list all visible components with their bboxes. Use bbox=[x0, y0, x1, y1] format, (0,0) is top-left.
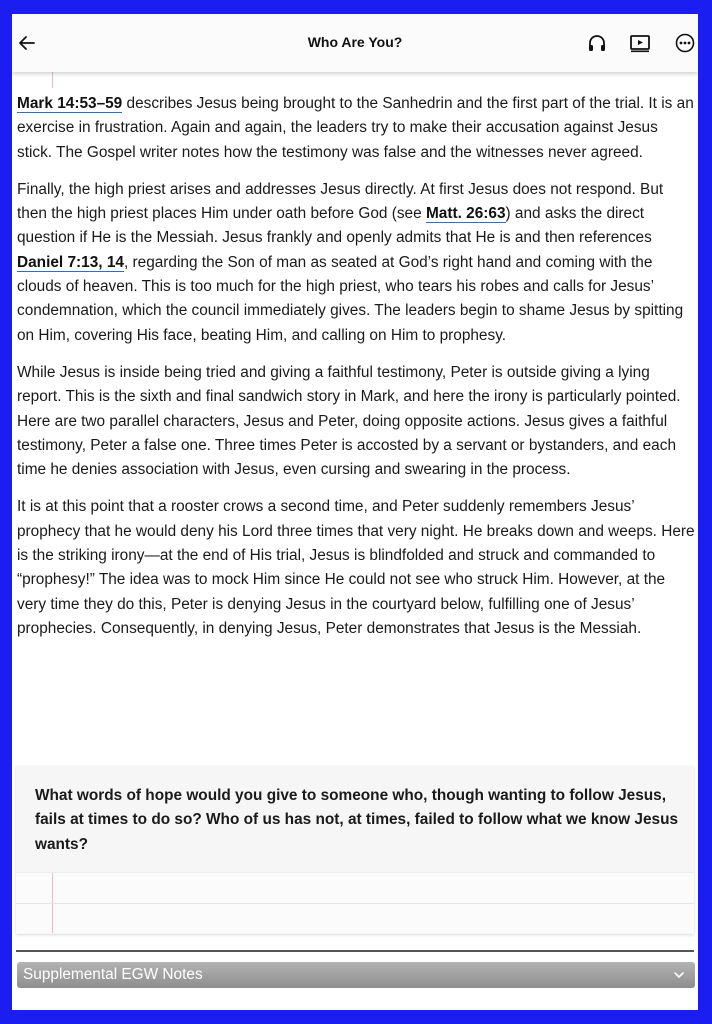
more-options-icon[interactable] bbox=[674, 32, 696, 54]
scripture-link-daniel[interactable]: Daniel 7:13, 14 bbox=[17, 253, 124, 271]
answer-input[interactable] bbox=[16, 872, 694, 933]
discussion-question: What words of hope would you give to someone who, though wanting to follow Jesus, fails at times to do so? Who of us has not, at times, failed to follow what we know Jesus wants? bbox=[35, 787, 679, 853]
notebook-margin-line bbox=[52, 72, 53, 88]
lesson-content bbox=[17, 92, 695, 654]
video-play-icon[interactable] bbox=[629, 32, 651, 54]
paragraph-4: It is at this point that a rooster crows a second time, and Peter suddenly remembers Jesus’ prophecy that he would deny his Lord three times that very night. He breaks down and weeps. Here is the striking irony—at the end of His trial, Jesus is blindfolded and struck and commanded to “prophesy!” The idea was to mock Him since He could not see who struck Him. However, at the very time they do this, Peter is denying Jesus in the courtyard below, fulfilling one of Jesus’ prophecies. Consequently, in denying Jesus, Peter demonstrates that Jesus is the Messiah. bbox=[17, 498, 695, 637]
paragraph-1 bbox=[17, 92, 695, 165]
paragraph-3: While Jesus is inside being tried and giving a faithful testimony, Peter is outside giving a lying report. This is the sixth and final sandwich story in Mark, and here the irony is particularly pointed. Here are two parallel characters, Jesus and Peter, doing opposite actions. Jesus gives a faithful testimony, Peter a false one. Three times Peter is accosted by a servant or bystanders, and each time he denies association with Jesus, even cursing and swearing in the process. bbox=[17, 363, 681, 479]
section-divider bbox=[16, 950, 694, 952]
paragraph-text: ) and asks the direct question if He is the Messiah. Jesus frankly and openly admits that He is and then references bbox=[17, 205, 652, 247]
scripture-link-matthew[interactable]: Matt. 26:63 bbox=[425, 205, 506, 223]
discussion-question-box bbox=[16, 766, 694, 934]
supplemental-notes-toggle[interactable] bbox=[17, 962, 695, 988]
header-bar bbox=[12, 14, 698, 72]
paragraph-text: describes Jesus being brought to the Sanhedrin and the first part of the trial. It is an exercise in frustration. Again and again, the leaders try to make their accusation against Jesus stick. The Gospel writer notes how the testimony was false and the witnesses never agreed. bbox=[17, 95, 694, 161]
scripture-link-mark[interactable]: Mark 14:53–59 bbox=[17, 95, 123, 112]
chevron-down-icon bbox=[673, 968, 685, 980]
paragraph-2 bbox=[17, 178, 695, 348]
paragraph-text: , regarding the Son of man as seated at God’s right hand and coming with the clouds of heaven. This is too much for the high priest, who tears his robes and calls for Jesus’ condemnation, which the council immediately gives. The leaders begin to shame Jesus by spitting on Him, covering His face, beating Him, and calling on Him to prophesy. bbox=[17, 253, 684, 344]
headphones-icon[interactable] bbox=[586, 32, 608, 54]
supplemental-notes-label: Supplemental EGW Notes bbox=[23, 966, 203, 983]
paragraph-text: Finally, the high priest arises and addresses Jesus directly. At first Jesus does not respond. But then the high priest places Him under oath before God (see bbox=[17, 180, 664, 223]
answer-ruled-line bbox=[16, 903, 694, 904]
app-frame bbox=[12, 14, 698, 1010]
page-title: Who Are You? bbox=[307, 34, 403, 50]
